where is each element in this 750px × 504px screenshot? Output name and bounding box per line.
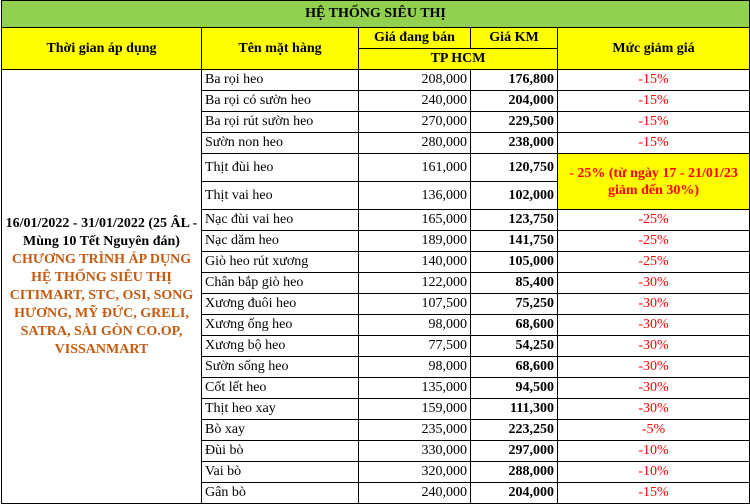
item-name: Gân bò [202,483,359,504]
promo-price: 68,600 [471,357,558,378]
current-price: 77,500 [359,336,471,357]
current-price: 208,000 [359,70,471,91]
discount-value: -15% [558,112,750,133]
current-price: 161,000 [359,154,471,182]
promo-price: 105,000 [471,252,558,273]
promo-price: 68,600 [471,315,558,336]
promo-price: 75,250 [471,294,558,315]
header-city: TP HCM [359,49,558,70]
item-name: Xương đuôi heo [202,294,359,315]
current-price: 240,000 [359,483,471,504]
current-price: 140,000 [359,252,471,273]
current-price: 165,000 [359,210,471,231]
discount-note: - 25% (từ ngày 17 - 21/01/23 giảm đến 30%) [558,154,750,210]
promo-price: 223,250 [471,420,558,441]
current-price: 320,000 [359,462,471,483]
item-name: Cốt lết heo [202,378,359,399]
promo-price: 120,750 [471,154,558,182]
discount-value: -30% [558,315,750,336]
item-name: Đùi bò [202,441,359,462]
current-price: 135,000 [359,378,471,399]
item-name: Ba rọi rút sườn heo [202,112,359,133]
discount-value: -15% [558,70,750,91]
discount-value: -10% [558,441,750,462]
current-price: 240,000 [359,91,471,112]
header-promo-price: Giá KM [471,28,558,49]
promo-price: 85,400 [471,273,558,294]
discount-value: -15% [558,133,750,154]
table-title: HỆ THỐNG SIÊU THỊ [2,1,750,28]
discount-value: -15% [558,483,750,504]
item-name: Sườn sống heo [202,357,359,378]
current-price: 235,000 [359,420,471,441]
discount-value: -30% [558,273,750,294]
discount-value: -25% [558,210,750,231]
period-dates: 16/01/2022 - 31/01/2022 (25 ÂL - Mùng 10 Tết Nguyên đán) [5,215,198,249]
promo-price: 54,250 [471,336,558,357]
item-name: Bò xay [202,420,359,441]
discount-value: -5% [558,420,750,441]
discount-value: -25% [558,252,750,273]
discount-value: -30% [558,399,750,420]
current-price: 98,000 [359,315,471,336]
current-price: 122,000 [359,273,471,294]
current-price: 107,500 [359,294,471,315]
promo-price: 204,000 [471,483,558,504]
discount-value: -30% [558,294,750,315]
promo-price: 229,500 [471,112,558,133]
period-program: CHƯƠNG TRÌNH ÁP DỤNG HỆ THỐNG SIÊU THỊ CITIMART, STC, OSI, SONG HƯƠNG, MỸ ĐỨC, GRELI, SATRA, SÀI GÒN CO.OP, VISSANMART [9,251,194,357]
promo-price: 141,750 [471,231,558,252]
item-name: Giò heo rút xương [202,252,359,273]
item-name: Nạc dăm heo [202,231,359,252]
current-price: 189,000 [359,231,471,252]
header-period: Thời gian áp dụng [2,28,202,70]
promo-price: 176,800 [471,70,558,91]
current-price: 98,000 [359,357,471,378]
discount-value: -30% [558,378,750,399]
item-name: Xương bộ heo [202,336,359,357]
item-name: Thịt đùi heo [202,154,359,182]
header-current-price: Giá đang bán [359,28,471,49]
current-price: 330,000 [359,441,471,462]
discount-value: -30% [558,336,750,357]
discount-value: -25% [558,231,750,252]
promo-price: 288,000 [471,462,558,483]
promo-price: 238,000 [471,133,558,154]
promo-price: 102,000 [471,182,558,210]
period-cell [2,70,202,504]
item-name: Ba rọi có sườn heo [202,91,359,112]
header-discount: Mức giảm giá [558,28,750,70]
item-name: Ba rọi heo [202,70,359,91]
current-price: 270,000 [359,112,471,133]
item-name: Thịt vai heo [202,182,359,210]
current-price: 136,000 [359,182,471,210]
promo-price: 123,750 [471,210,558,231]
table-row [2,70,750,91]
item-name: Vai bò [202,462,359,483]
item-name: Chân bắp giò heo [202,273,359,294]
discount-value: -10% [558,462,750,483]
item-name: Xương ống heo [202,315,359,336]
promo-price: 297,000 [471,441,558,462]
discount-value: -30% [558,357,750,378]
discount-value: -15% [558,91,750,112]
current-price: 159,000 [359,399,471,420]
promo-price-table [1,0,750,504]
item-name: Sườn non heo [202,133,359,154]
current-price: 280,000 [359,133,471,154]
item-name: Thịt heo xay [202,399,359,420]
header-item: Tên mặt hàng [202,28,359,70]
promo-price: 111,300 [471,399,558,420]
item-name: Nạc đùi vai heo [202,210,359,231]
promo-price: 204,000 [471,91,558,112]
promo-price: 94,500 [471,378,558,399]
